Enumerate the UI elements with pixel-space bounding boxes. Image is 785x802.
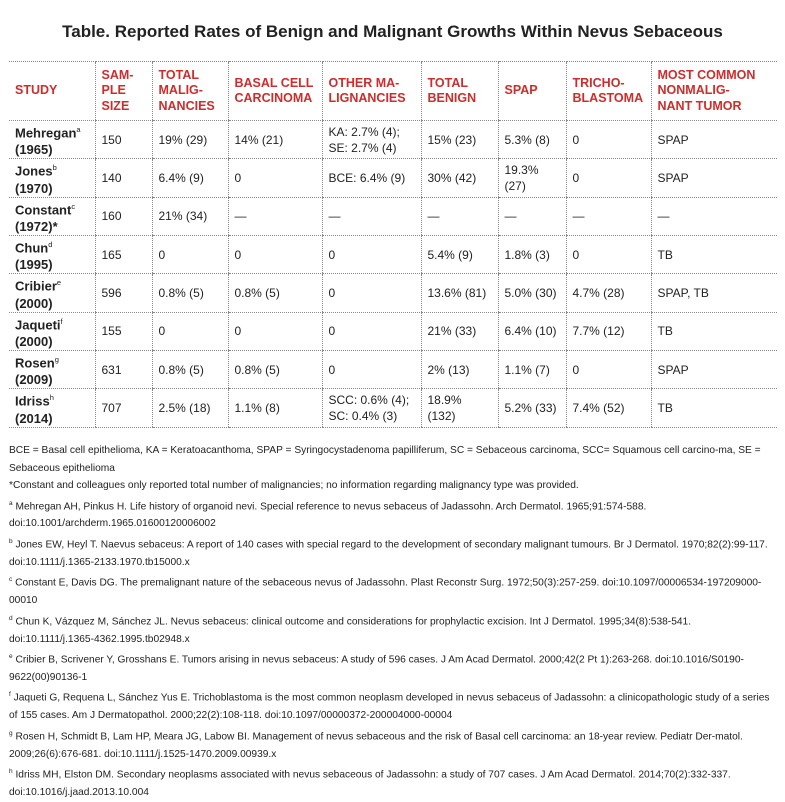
total-malignancies-cell: 2.5% (18)	[152, 389, 228, 427]
study-cell: Rosen$^g$ (2009)	[9, 350, 95, 388]
trichoblastoma-cell: 0	[566, 235, 651, 273]
column-header: BASAL CELL CARCINOMA	[228, 62, 322, 121]
table-title: Table. Reported Rates of Benign and Malignant Growths Within Nevus Sebaceous	[62, 22, 723, 41]
footnote-marker: f	[9, 691, 11, 699]
most-common-tumor-cell: SPAP	[651, 350, 777, 388]
spap-cell: 5.3% (8)	[498, 121, 566, 159]
footnote-marker: d	[48, 239, 53, 249]
spap-cell: 1.1% (7)	[498, 350, 566, 388]
spap-cell: 6.4% (10)	[498, 312, 566, 350]
total-malignancies-cell: 0.8% (5)	[152, 274, 228, 312]
other-malignancies-cell: 0	[322, 235, 421, 273]
other-malignancies-cell: 0	[322, 274, 421, 312]
column-header: STUDY	[9, 62, 95, 121]
most-common-tumor-cell: SPAP	[651, 121, 777, 159]
table-row	[9, 312, 777, 350]
footnote-marker: h	[9, 768, 13, 776]
total-malignancies-cell: 0	[152, 312, 228, 350]
table-row	[9, 159, 777, 197]
footnote: $^g$ Rosen H, Schmidt B, Lam HP, Meara JG, Labow BI. Management of nevus sebaceous and the risk of Basal cell carcinoma: an 18-year review. Pediatr Der-matol. 2009;26(6):676-681. doi:10.1111/j.1525-1470.2009.00939.x	[9, 729, 743, 760]
trichoblastoma-cell: 0	[566, 121, 651, 159]
footnote: $^a$ Mehregan AH, Pinkus H. Life history of organoid nevi. Special reference to nevus sebaceus of Jadassohn. Arch Dermatol. 1965;91:574-588. doi:10.1001/archderm.1965.01600120006002	[9, 499, 647, 530]
basal-cell-carcinoma-cell: 1.1% (8)	[228, 389, 322, 427]
table-row	[9, 274, 777, 312]
sample-size-cell: 165	[95, 235, 152, 273]
basal-cell-carcinoma-cell: —	[228, 197, 322, 235]
spap-cell: 1.8% (3)	[498, 235, 566, 273]
sample-size-cell: 160	[95, 197, 152, 235]
other-malignancies-cell: 0	[322, 350, 421, 388]
trichoblastoma-cell: 4.7% (28)	[566, 274, 651, 312]
study-cell: Jaqueti$^f$ (2000)	[9, 312, 95, 350]
other-malignancies-cell: KA: 2.7% (4); SE: 2.7% (4)	[322, 121, 421, 159]
study-cell: Constant$^c$ (1972)*	[9, 197, 95, 235]
study-cell: Jones$^b$ (1970)	[9, 159, 95, 197]
trichoblastoma-cell: 0	[566, 159, 651, 197]
total-benign-cell: —	[421, 197, 498, 235]
basal-cell-carcinoma-cell: 14% (21)	[228, 121, 322, 159]
column-header: OTHER MA- LIGNANCIES	[322, 62, 421, 121]
most-common-tumor-cell: TB	[651, 235, 777, 273]
study-cell: Mehregan$^a$ (1965)	[9, 121, 95, 159]
footnote-marker: c	[71, 201, 76, 211]
total-benign-cell: 30% (42)	[421, 159, 498, 197]
total-malignancies-cell: 0.8% (5)	[152, 350, 228, 388]
trichoblastoma-cell: 7.7% (12)	[566, 312, 651, 350]
total-benign-cell: 18.9% (132)	[421, 389, 498, 427]
total-benign-cell: 13.6% (81)	[421, 274, 498, 312]
study-cell: Chun$^d$ (1995)	[9, 235, 95, 273]
study-cell: Idriss$^h$ (2014)	[9, 389, 95, 427]
most-common-tumor-cell: SPAP, TB	[651, 274, 777, 312]
trichoblastoma-cell: —	[566, 197, 651, 235]
footnote-marker: h	[49, 393, 54, 403]
column-header: MOST COMMON NONMALIG- NANT TUMOR	[651, 62, 777, 121]
most-common-tumor-cell: TB	[651, 389, 777, 427]
sample-size-cell: 596	[95, 274, 152, 312]
spap-cell: —	[498, 197, 566, 235]
other-malignancies-cell: 0	[322, 312, 421, 350]
spap-cell: 19.3% (27)	[498, 159, 566, 197]
footnotes-list	[9, 495, 777, 802]
abbreviations-note: BCE = Basal cell epithelioma, KA = Keratoacanthoma, SPAP = Syringocystadenoma papilliferum, SC = Sebaceous carcinoma, SCC= Squamous cell carcino-ma, SE = Sebaceous epithelioma	[9, 445, 761, 474]
total-benign-cell: 15% (23)	[421, 121, 498, 159]
sample-size-cell: 707	[95, 389, 152, 427]
footnote-marker: a	[76, 125, 81, 134]
other-malignancies-cell: BCE: 6.4% (9)	[322, 159, 421, 197]
total-benign-cell: 2% (13)	[421, 350, 498, 388]
footnote: $^e$ Cribier B, Scrivener Y, Grosshans E. Tumors arising in nevus sebaceus: A study of 596 cases. J Am Acad Dermatol. 2000;42(2 Pt 1):263-268. doi:10.1016/S0190-9622(00)90136-1	[9, 653, 744, 683]
other-malignancies-cell: SCC: 0.6% (4); SC: 0.4% (3)	[322, 389, 421, 427]
table-row	[9, 197, 777, 235]
footnote-marker: a	[9, 499, 13, 507]
basal-cell-carcinoma-cell: 0	[228, 312, 322, 350]
footnote-marker: b	[52, 163, 57, 173]
basal-cell-carcinoma-cell: 0.8% (5)	[228, 350, 322, 388]
total-benign-cell: 21% (33)	[421, 312, 498, 350]
column-header: SAM- PLE SIZE	[95, 62, 152, 121]
column-header: TOTAL MALIG- NANCIES	[152, 62, 228, 121]
trichoblastoma-cell: 0	[566, 350, 651, 388]
total-malignancies-cell: 6.4% (9)	[152, 159, 228, 197]
footnote-marker: e	[56, 278, 62, 288]
most-common-tumor-cell: TB	[651, 312, 777, 350]
column-header: TOTAL BENIGN	[421, 62, 498, 121]
footnote: $^d$ Chun K, Vázquez M, Sánchez JL. Nevus sebaceus: clinical outcome and considerations for prophylactic excision. Int J Dermatol. 1995;34(8):538-541. doi:10.1111/j.1365-4362.1995.tb02948.x	[9, 614, 692, 645]
footnote-marker: c	[9, 576, 13, 584]
footnote-marker: e	[9, 653, 13, 661]
asterisk-note: *Constant and colleagues only reported total number of malignancies; no information regarding malignancy type was provided.	[9, 480, 579, 491]
footnote-marker: f	[60, 316, 63, 326]
column-header: TRICHO- BLASTOMA	[566, 62, 651, 121]
table-row	[9, 350, 777, 388]
footnote-marker: g	[54, 354, 59, 364]
column-header: SPAP	[498, 62, 566, 121]
most-common-tumor-cell: SPAP	[651, 159, 777, 197]
total-malignancies-cell: 0	[152, 235, 228, 273]
table-row	[9, 235, 777, 273]
table-notes	[9, 442, 777, 802]
footnote-marker: d	[9, 614, 13, 622]
basal-cell-carcinoma-cell: 0	[228, 159, 322, 197]
footnote: $^f$ Jaqueti G, Requena L, Sánchez Yus E. Trichoblastoma is the most common neoplasm developed in nevus sebaceus of Jadassohn: a clinicopathologic study of a series of 155 cases. Am J Dermatopathol. 2000;22(2):108-118. doi:10.1097/00000372-200004000-00004	[9, 691, 770, 722]
footnote: $^b$ Jones EW, Heyl T. Naevus sebaceus: A report of 140 cases with special regard to the development of secondary malignant tumours. Br J Dermatol. 1970;82(2):99-117. doi:10.1111/j.1365-2133.1970.tb15000.x	[9, 537, 768, 568]
total-benign-cell: 5.4% (9)	[421, 235, 498, 273]
header-row	[9, 62, 777, 121]
table-body	[9, 121, 777, 428]
spap-cell: 5.2% (33)	[498, 389, 566, 427]
total-malignancies-cell: 21% (34)	[152, 197, 228, 235]
sample-size-cell: 155	[95, 312, 152, 350]
footnote: $^c$ Constant E, Davis DG. The premalignant nature of the sebaceous nevus of Jadassohn. Plast Reconstr Surg. 1972;50(3):257-259. doi:10.1097/00006534-197209000-00010	[9, 576, 762, 607]
most-common-tumor-cell: —	[651, 197, 777, 235]
basal-cell-carcinoma-cell: 0.8% (5)	[228, 274, 322, 312]
sample-size-cell: 150	[95, 121, 152, 159]
table-row	[9, 121, 777, 159]
total-malignancies-cell: 19% (29)	[152, 121, 228, 159]
data-table	[9, 61, 777, 428]
spap-cell: 5.0% (30)	[498, 274, 566, 312]
other-malignancies-cell: —	[322, 197, 421, 235]
table-row	[9, 389, 777, 427]
basal-cell-carcinoma-cell: 0	[228, 235, 322, 273]
study-cell: Cribier$^e$ (2000)	[9, 274, 95, 312]
sample-size-cell: 631	[95, 350, 152, 388]
footnote-marker: b	[9, 537, 13, 545]
footnote: $^h$ Idriss MH, Elston DM. Secondary neoplasms associated with nevus sebaceous of Jadassohn: a study of 707 cases. J Am Acad Dermatol. 2014;70(2):332-337. doi:10.1016/j.jaad.2013.10.004	[9, 768, 731, 799]
footnote-marker: g	[9, 729, 13, 737]
trichoblastoma-cell: 7.4% (52)	[566, 389, 651, 427]
sample-size-cell: 140	[95, 159, 152, 197]
